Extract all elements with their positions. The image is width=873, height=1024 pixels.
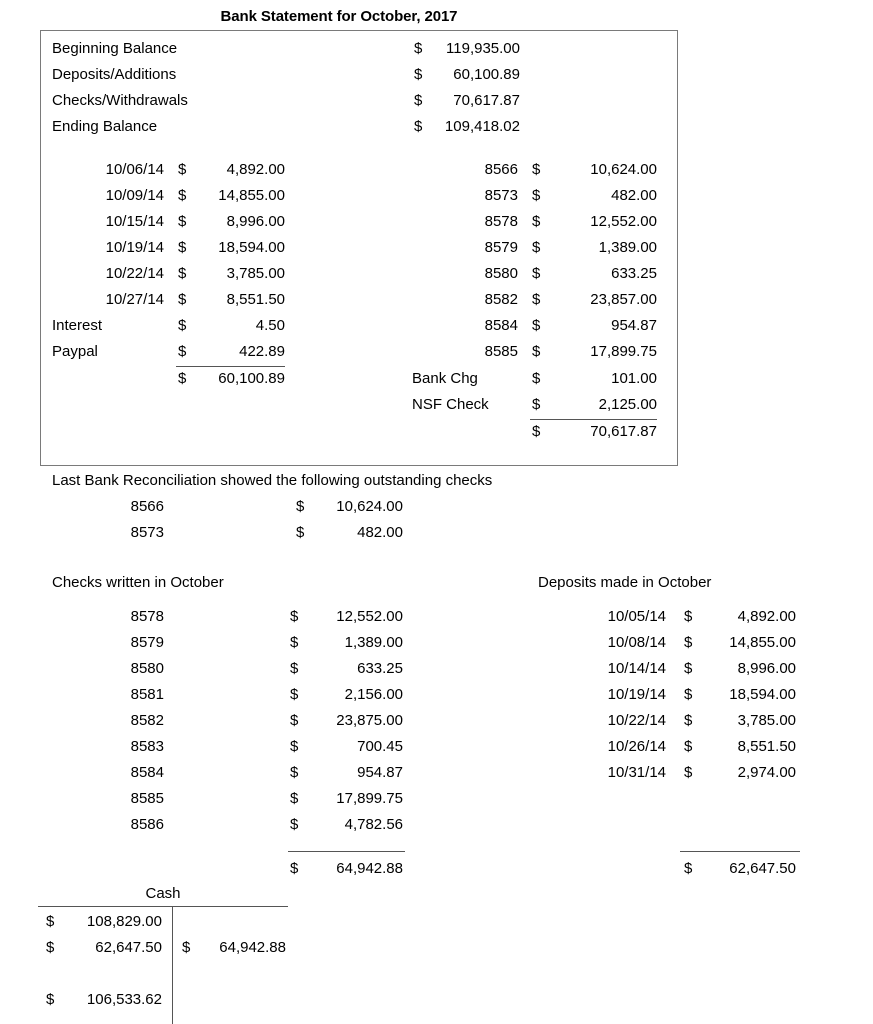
statement-withdrawal-ref: 8566 xyxy=(484,161,518,178)
currency-symbol: $ xyxy=(532,370,541,387)
currency-symbol: $ xyxy=(46,939,55,956)
summary-amount-deposits-additions: 60,100.89 xyxy=(453,66,520,83)
currency-symbol: $ xyxy=(182,939,191,956)
currency-symbol: $ xyxy=(290,860,299,877)
made-deposit-amount: 8,996.00 xyxy=(737,660,796,677)
currency-symbol: $ xyxy=(178,187,187,204)
currency-symbol: $ xyxy=(290,634,299,651)
currency-symbol: $ xyxy=(178,317,187,334)
page-title: Bank Statement for October, 2017 xyxy=(220,8,458,25)
currency-symbol: $ xyxy=(532,239,541,256)
statement-withdrawal-amount: 2,125.00 xyxy=(598,396,657,413)
written-check-number: 8581 xyxy=(130,686,164,703)
statement-withdrawal-ref: 8573 xyxy=(484,187,518,204)
statement-deposit-amount: 422.89 xyxy=(239,343,285,360)
currency-symbol: $ xyxy=(296,498,305,515)
summary-label-ending-balance: Ending Balance xyxy=(52,118,158,135)
statement-withdrawals-total: 70,617.87 xyxy=(590,423,657,440)
statement-withdrawal-label-bank-chg: Bank Chg xyxy=(412,370,478,387)
outstanding-check-number: 8573 xyxy=(130,524,164,541)
statement-withdrawal-ref: 8578 xyxy=(484,213,518,230)
currency-symbol: $ xyxy=(684,686,693,703)
cash-account-top-rule xyxy=(38,906,288,907)
written-check-amount: 954.87 xyxy=(357,764,403,781)
currency-symbol: $ xyxy=(178,265,187,282)
written-check-amount: 4,782.56 xyxy=(344,816,403,833)
statement-withdrawal-amount: 12,552.00 xyxy=(590,213,657,230)
statement-deposit-date: 10/09/14 xyxy=(105,187,164,204)
made-deposit-amount: 4,892.00 xyxy=(737,608,796,625)
made-deposit-amount: 8,551.50 xyxy=(737,738,796,755)
made-deposit-amount: 18,594.00 xyxy=(729,686,796,703)
currency-symbol: $ xyxy=(178,213,187,230)
written-check-number: 8584 xyxy=(130,764,164,781)
currency-symbol: $ xyxy=(414,92,423,109)
outstanding-checks-heading: Last Bank Reconciliation showed the following outstanding checks xyxy=(52,472,493,489)
currency-symbol: $ xyxy=(532,396,541,413)
statement-withdrawal-amount: 954.87 xyxy=(611,317,657,334)
made-deposit-date: 10/26/14 xyxy=(607,738,666,755)
statement-deposit-amount: 3,785.00 xyxy=(226,265,285,282)
statement-withdrawal-amount: 17,899.75 xyxy=(590,343,657,360)
made-deposit-date: 10/08/14 xyxy=(607,634,666,651)
statement-withdrawal-ref: 8582 xyxy=(484,291,518,308)
currency-symbol: $ xyxy=(414,66,423,83)
made-deposit-date: 10/05/14 xyxy=(607,608,666,625)
statement-deposits-total: 60,100.89 xyxy=(218,370,285,387)
currency-symbol: $ xyxy=(178,161,187,178)
currency-symbol: $ xyxy=(290,660,299,677)
statement-deposit-date: 10/15/14 xyxy=(105,213,164,230)
written-check-number: 8585 xyxy=(130,790,164,807)
currency-symbol: $ xyxy=(290,686,299,703)
withdrawals-subtotal-rule xyxy=(530,419,657,420)
written-check-amount: 1,389.00 xyxy=(344,634,403,651)
statement-withdrawal-amount: 23,857.00 xyxy=(590,291,657,308)
cash-debit-amount: 108,829.00 xyxy=(86,913,162,930)
currency-symbol: $ xyxy=(684,712,693,729)
currency-symbol: $ xyxy=(178,370,187,387)
written-check-amount: 12,552.00 xyxy=(336,608,403,625)
made-deposit-amount: 2,974.00 xyxy=(737,764,796,781)
summary-label-beginning-balance: Beginning Balance xyxy=(52,40,178,57)
deposits-subtotal-rule xyxy=(176,366,285,367)
currency-symbol: $ xyxy=(532,423,541,440)
checks-written-total-rule xyxy=(288,851,405,852)
currency-symbol: $ xyxy=(532,291,541,308)
made-deposit-date: 10/19/14 xyxy=(607,686,666,703)
checks-written-heading: Checks written in October xyxy=(52,574,224,591)
statement-deposit-amount: 14,855.00 xyxy=(218,187,285,204)
currency-symbol: $ xyxy=(414,40,423,57)
currency-symbol: $ xyxy=(296,524,305,541)
statement-withdrawal-ref: 8579 xyxy=(484,239,518,256)
statement-deposit-label-interest: Interest xyxy=(52,317,103,334)
currency-symbol: $ xyxy=(46,991,55,1008)
statement-deposit-amount: 4,892.00 xyxy=(226,161,285,178)
statement-withdrawal-ref: 8585 xyxy=(484,343,518,360)
statement-withdrawal-amount: 1,389.00 xyxy=(598,239,657,256)
summary-label-deposits-additions: Deposits/Additions xyxy=(52,66,177,83)
summary-amount-beginning-balance: 119,935.00 xyxy=(446,40,520,57)
statement-deposit-amount: 18,594.00 xyxy=(218,239,285,256)
written-check-number: 8583 xyxy=(130,738,164,755)
currency-symbol: $ xyxy=(532,317,541,334)
written-check-amount: 23,875.00 xyxy=(336,712,403,729)
statement-deposit-date: 10/27/14 xyxy=(105,291,164,308)
outstanding-check-amount: 10,624.00 xyxy=(336,498,403,515)
statement-withdrawal-ref: 8584 xyxy=(484,317,518,334)
deposits-made-heading: Deposits made in October xyxy=(538,574,712,591)
currency-symbol: $ xyxy=(532,161,541,178)
made-deposit-date: 10/22/14 xyxy=(607,712,666,729)
deposits-made-total: 62,647.50 xyxy=(729,860,796,877)
summary-label-checks-withdrawals: Checks/Withdrawals xyxy=(52,92,188,109)
currency-symbol: $ xyxy=(290,738,299,755)
cash-balance-amount: 106,533.62 xyxy=(86,991,162,1008)
statement-deposit-date: 10/22/14 xyxy=(105,265,164,282)
cash-account-title: Cash xyxy=(145,885,181,902)
currency-symbol: $ xyxy=(684,764,693,781)
statement-deposit-amount: 8,551.50 xyxy=(226,291,285,308)
statement-withdrawal-amount: 10,624.00 xyxy=(590,161,657,178)
currency-symbol: $ xyxy=(178,239,187,256)
statement-withdrawal-amount: 482.00 xyxy=(611,187,657,204)
summary-amount-ending-balance: 109,418.02 xyxy=(444,118,520,135)
currency-symbol: $ xyxy=(532,187,541,204)
statement-withdrawal-ref: 8580 xyxy=(484,265,518,282)
written-check-number: 8578 xyxy=(130,608,164,625)
currency-symbol: $ xyxy=(684,634,693,651)
statement-withdrawal-amount: 101.00 xyxy=(611,370,657,387)
currency-symbol: $ xyxy=(290,608,299,625)
currency-symbol: $ xyxy=(290,712,299,729)
currency-symbol: $ xyxy=(178,343,187,360)
made-deposit-date: 10/14/14 xyxy=(607,660,666,677)
written-check-amount: 700.45 xyxy=(357,738,403,755)
currency-symbol: $ xyxy=(414,118,423,135)
statement-deposit-amount: 8,996.00 xyxy=(226,213,285,230)
statement-deposit-date: 10/06/14 xyxy=(105,161,164,178)
written-check-number: 8580 xyxy=(130,660,164,677)
cash-account-divider xyxy=(172,906,173,1024)
currency-symbol: $ xyxy=(290,816,299,833)
checks-written-total: 64,942.88 xyxy=(336,860,403,877)
outstanding-check-amount: 482.00 xyxy=(357,524,403,541)
currency-symbol: $ xyxy=(684,860,693,877)
written-check-number: 8582 xyxy=(130,712,164,729)
made-deposit-amount: 14,855.00 xyxy=(729,634,796,651)
currency-symbol: $ xyxy=(532,265,541,282)
currency-symbol: $ xyxy=(532,213,541,230)
made-deposit-amount: 3,785.00 xyxy=(737,712,796,729)
statement-deposit-date: 10/19/14 xyxy=(105,239,164,256)
currency-symbol: $ xyxy=(178,291,187,308)
statement-withdrawal-label-nsf-check: NSF Check xyxy=(412,396,489,413)
made-deposit-date: 10/31/14 xyxy=(607,764,666,781)
currency-symbol: $ xyxy=(290,790,299,807)
summary-amount-checks-withdrawals: 70,617.87 xyxy=(453,92,520,109)
currency-symbol: $ xyxy=(684,608,693,625)
statement-withdrawal-amount: 633.25 xyxy=(611,265,657,282)
currency-symbol: $ xyxy=(532,343,541,360)
statement-deposit-label-paypal: Paypal xyxy=(52,343,98,360)
currency-symbol: $ xyxy=(684,660,693,677)
written-check-amount: 17,899.75 xyxy=(336,790,403,807)
cash-credit-amount: 64,942.88 xyxy=(219,939,286,956)
cash-debit-amount: 62,647.50 xyxy=(95,939,162,956)
written-check-number: 8579 xyxy=(130,634,164,651)
currency-symbol: $ xyxy=(290,764,299,781)
currency-symbol: $ xyxy=(684,738,693,755)
written-check-number: 8586 xyxy=(130,816,164,833)
written-check-amount: 2,156.00 xyxy=(344,686,403,703)
outstanding-check-number: 8566 xyxy=(130,498,164,515)
written-check-amount: 633.25 xyxy=(357,660,403,677)
deposits-made-total-rule xyxy=(680,851,800,852)
statement-deposit-amount: 4.50 xyxy=(255,317,285,334)
currency-symbol: $ xyxy=(46,913,55,930)
